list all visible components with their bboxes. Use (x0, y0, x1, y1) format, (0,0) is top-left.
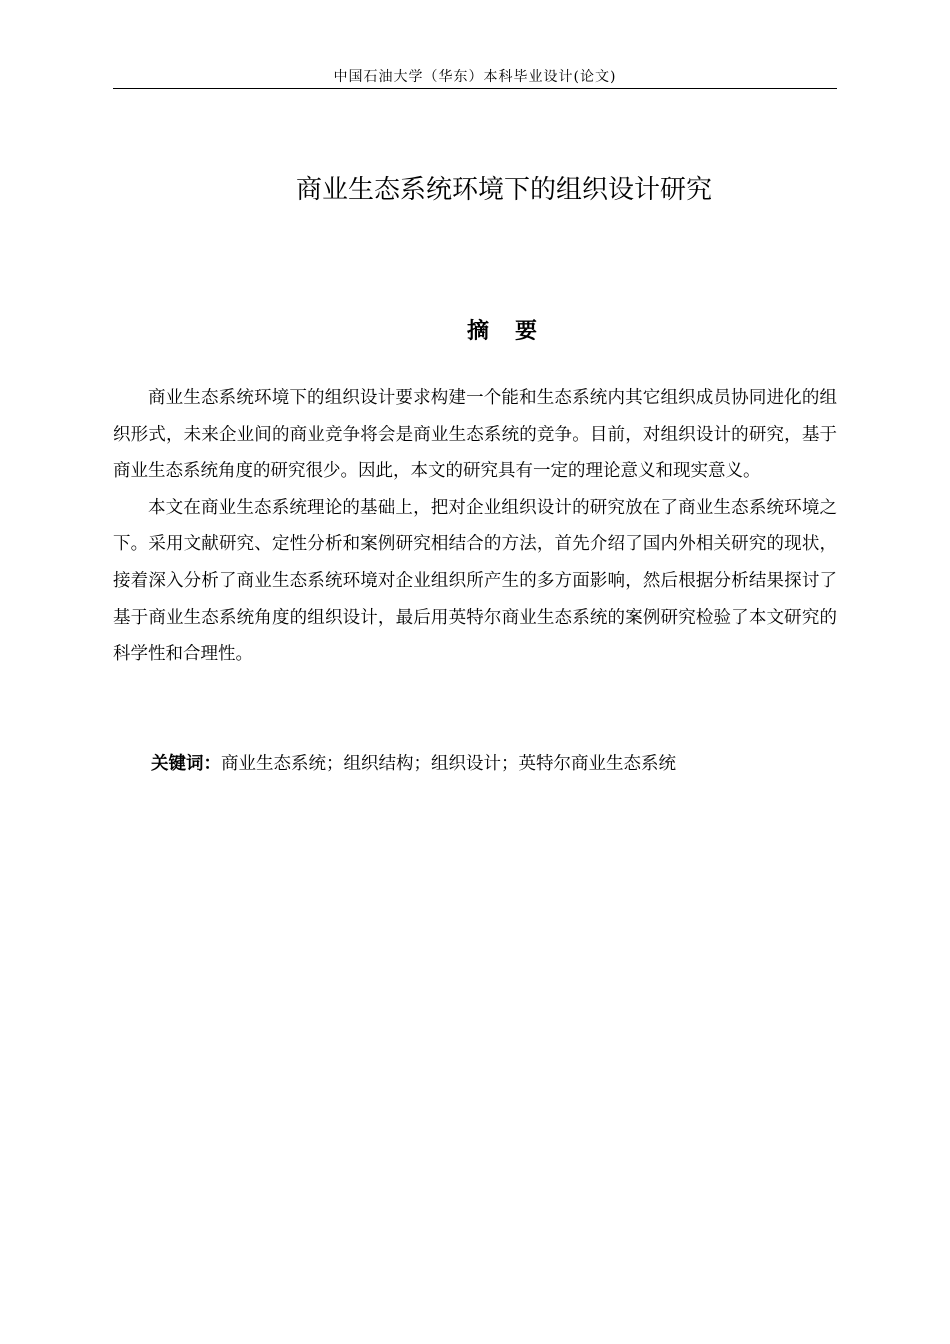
keywords-label: 关键词： (151, 754, 221, 774)
abstract-heading-char-1: 摘 (466, 319, 489, 344)
header-rule (113, 88, 837, 89)
keywords-text: 商业生态系统；组织结构；组织设计；英特尔商业生态系统 (221, 754, 676, 774)
abstract-heading (113, 312, 891, 352)
abstract-paragraph-1: 商业生态系统环境下的组织设计要求构建一个能和生态系统内其它组织成员协同进化的组织形式，未来企业间的商业竞争将会是商业生态系统的竞争。目前，对组织设计的研究，基于商业生态系统角度的研究很少。因此，本文的研究具有一定的理论意义和现实意义。 (113, 388, 837, 482)
paper-title: 商业生态系统环境下的组织设计研究 (295, 175, 712, 205)
abstract-heading-char-2: 要 (515, 319, 538, 344)
running-header: 中国石油大学（华东）本科毕业设计(论文) (333, 69, 617, 85)
abstract-body (113, 380, 837, 673)
keywords-line (151, 746, 837, 782)
abstract-paragraph-2: 本文在商业生态系统理论的基础上，把对企业组织设计的研究放在了商业生态系统环境之下。采用文献研究、定性分析和案例研究相结合的方法，首先介绍了国内外相关研究的现状，接着深入分析了商业生态系统环境对企业组织所产生的多方面影响，然后根据分析结果探讨了基于商业生态系统角度的组织设计，最后用英特尔商业生态系统的案例研究检验了本文研究的科学性和合理性。 (113, 497, 837, 665)
